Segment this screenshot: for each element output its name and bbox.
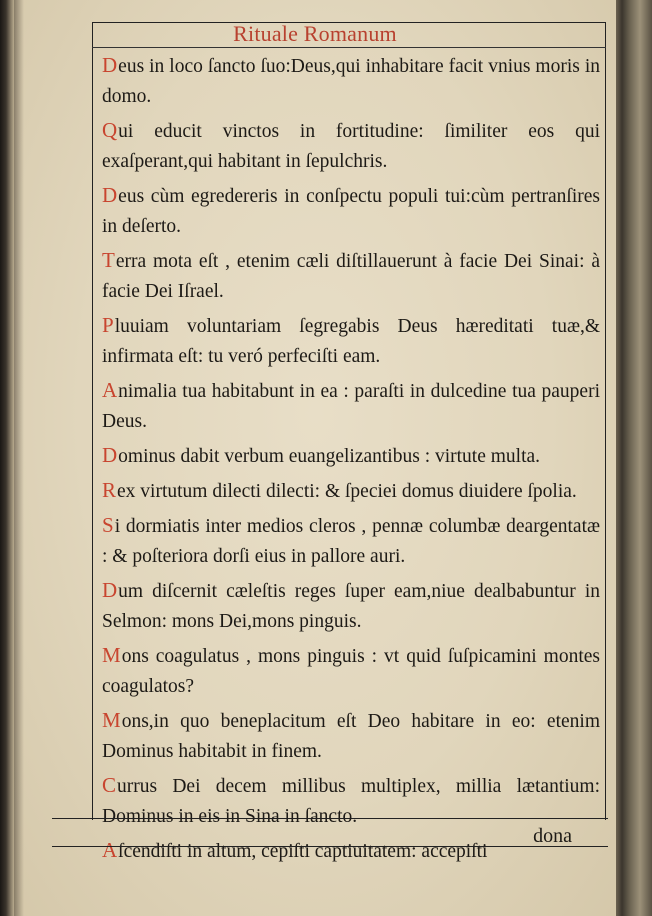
verse-text: um diſcernit cæleſtis reges ſuper eam,niue dealbabuntur in Selmon: mons Dei,mons pinguis. (102, 581, 600, 632)
rubric-initial: Q (102, 118, 118, 142)
rubric-initial: D (102, 183, 118, 207)
psalm-text (102, 50, 600, 870)
verse (102, 640, 600, 702)
rubric-initial: P (102, 313, 114, 337)
footer-rule-top (52, 818, 608, 819)
verse (102, 835, 600, 867)
verse (102, 245, 600, 307)
rubric-initial: R (102, 478, 117, 502)
verse-text: urrus Dei decem millibus multiplex, millia lætantium: Dominus in eis in Sina in ſancto. (102, 776, 600, 827)
verse (102, 50, 600, 112)
verse (102, 375, 600, 437)
verse-text: ons,in quo beneplacitum eſt Deo habitare in eo: etenim Dominus habitabit in finem. (102, 711, 600, 762)
book-page (14, 0, 616, 916)
verse (102, 475, 600, 507)
verse-text: ominus dabit verbum euangelizantibus : virtute multa. (118, 446, 541, 467)
rubric-initial: S (102, 513, 114, 537)
rubric-initial: D (102, 53, 118, 77)
verse (102, 770, 600, 832)
verse-text: eus in loco ſancto ſuo:Deus,qui inhabitare facit vnius moris in domo. (102, 56, 600, 107)
verse (102, 575, 600, 637)
running-title: Rituale Romanum (233, 21, 397, 46)
rubric-initial: A (102, 378, 118, 402)
catchword: dona (533, 825, 572, 847)
verse (102, 180, 600, 242)
rubric-initial: M (102, 643, 121, 667)
verse-text: luuiam voluntariam ſegregabis Deus hæreditati tuæ,& infirmata eſt: tu veró perfeciſti eam. (102, 316, 600, 367)
verse (102, 310, 600, 372)
footer-rule-bottom (52, 846, 608, 847)
verse-text: nimalia tua habitabunt in ea : paraſti in dulcedine tua pauperi Deus. (102, 381, 600, 432)
verse (102, 115, 600, 177)
verse-text: ui educit vinctos in fortitudine: ſimiliter eos qui exaſperant,qui habitant in ſepulchris. (102, 121, 600, 172)
verse (102, 510, 600, 572)
verse (102, 705, 600, 767)
rubric-initial: D (102, 443, 118, 467)
verse-text: erra mota eſt , etenim cæli diſtillauerunt à facie Dei Sinai: à facie Dei Iſrael. (102, 251, 600, 302)
verse-text: ex virtutum dilecti dilecti: & ſpeciei domus diuidere ſpolia. (117, 481, 577, 502)
verse-text: ons coagulatus , mons pinguis : vt quid ſuſpicamini montes coagulatos? (102, 646, 600, 697)
rubric-initial: A (102, 838, 118, 862)
verse (102, 440, 600, 472)
rubric-initial: M (102, 708, 121, 732)
verse-text: i dormiatis inter medios cleros , pennæ columbæ deargentatæ : & poſteriora dorſi eius in pallore auri. (102, 516, 600, 567)
rubric-initial: C (102, 773, 117, 797)
rubric-initial: T (102, 248, 115, 272)
rubric-initial: D (102, 578, 118, 602)
verse-text: ſcendiſti in altum, cepiſti captiuitatem: accepiſti (118, 841, 488, 862)
verse-text: eus cùm egredereris in conſpectu populi tui:cùm pertranſires in deſerto. (102, 186, 600, 237)
spine-shadow (14, 0, 24, 916)
